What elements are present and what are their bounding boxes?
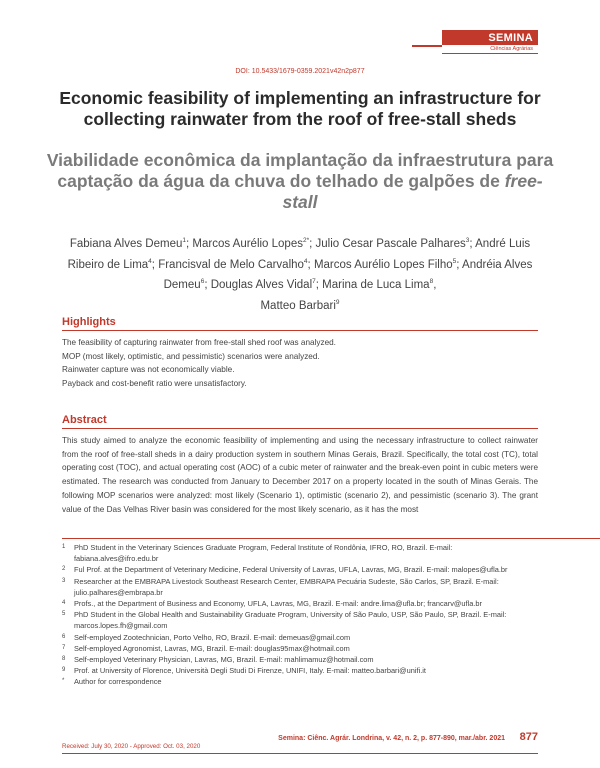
received-date: Received: July 30, 2020 - Approved: Oct. 03, 2020 xyxy=(62,743,201,750)
highlights-list xyxy=(62,336,538,391)
journal-name: SEMINA xyxy=(442,30,538,45)
author: Matteo Barbari$^9$ xyxy=(260,299,340,313)
footnote: 2 Ful Prof. at the Department of Veterinary Medicine, Federal University of Lavras, UFLA, Lavras, MG, Brazil. E-mail: malopes@ufla.br xyxy=(62,565,508,575)
footnote-divider xyxy=(62,538,600,539)
author: André Luis Ribeiro de Lima$^4$; xyxy=(67,237,531,271)
abstract-heading: Abstract xyxy=(62,414,538,429)
highlights-heading: Highlights xyxy=(62,316,538,331)
footnote: 3 Researcher at the EMBRAPA Livestock Southeast Research Center, EMBRAPA Pecuária Sudeste, São Carlos, SP, Brazil. E-mail: julio.palhares@embrapa.br xyxy=(62,576,499,597)
footnote: 7 Self-employed Agronomist, Lavras, MG, Brazil. E-mail: douglas95max@hotmail.com xyxy=(62,643,350,653)
title-portuguese-main: Viabilidade econômica da implantação da infraestrutura para captação da água da chuva do telhado de galpões de xyxy=(46,150,554,191)
footnote: * Author for correspondence xyxy=(62,677,162,687)
highlight-item: Rainwater capture was not economically viable. xyxy=(62,365,235,375)
author: Andréia Alves Demeu$^6$; xyxy=(163,258,533,292)
author: Marcos Aurélio Lopes$^{2*}$; xyxy=(192,237,316,250)
author: Julio Cesar Pascale Palhares$^3$; xyxy=(315,237,476,250)
highlight-item: The feasibility of capturing rainwater from free-stall shed roof was analyzed. xyxy=(62,338,336,347)
footnote: 9 Prof. at University of Florence, Università Degli Studi Di Firenze, UNIFI, Italy. E-mail: matteo.barbari@unifi.it xyxy=(62,666,426,676)
title-portuguese xyxy=(40,150,560,213)
footnote: 4 Profs., at the Department of Business and Economy, UFLA, Lavras, MG, Brazil. E-mail: andre.lima@ufla.br; francarv@ufla.br xyxy=(62,599,482,609)
author: Fabiana Alves Demeu$^1$; xyxy=(69,237,193,250)
abstract-text: This study aimed to analyze the economic feasibility of implementing and using the necessary infrastructure to collect rainwater from the roof of free-stall sheds in a dairy production system in southern Minas Gerais, Brazil. Specifically, the total cost (TC), total operating cost (TOC), and actual operating cost (AOC) of a cubic meter of rainwater and the break-even point in cubic meters were estimated. The research was conducted from January to December 2017 on a property located in the south of Minas Gerais. The following MOP scenarios were analyzed: most likely (Scenario 1), optimistic (scenario 2), and pessimistic (scenario 3). The grant value of the Das Velhas River basin was considered for the most likely scenario, as it has the most xyxy=(62,436,538,514)
journal-subtitle: Ciências Agrárias xyxy=(442,45,538,54)
footer-divider xyxy=(62,753,538,754)
author: Douglas Alves Vidal$^7$; xyxy=(210,278,323,292)
author: Marina de Luca Lima$^8$, xyxy=(322,278,437,292)
journal-badge xyxy=(442,30,538,54)
author: Francisval de Melo Carvalho$^4$; xyxy=(158,257,314,271)
author-list xyxy=(58,232,542,315)
title-portuguese-italic: free-stall xyxy=(282,171,543,212)
footnote: 5 PhD Student in the Global Health and Sustainability Graduate Program, University of São Paulo, USP, São Paulo, SP, Brazil. E-mail: marcos.lopes.fh@gmail.com xyxy=(62,610,507,631)
citation: Semina: Ciênc. Agrár. Londrina, v. 42, n. 2, p. 877-890, mar./abr. 2021 xyxy=(278,735,505,742)
footnote: 8 Self-employed Veterinary Physician, Lavras, MG, Brazil. E-mail: mahlimamuz@hotmail.com xyxy=(62,655,374,665)
highlight-item: MOP (most likely, optimistic, and pessimistic) scenarios were analyzed. xyxy=(62,351,320,361)
doi-link[interactable]: DOI: 10.5433/1679-0359.2021v42n2p877 xyxy=(235,68,365,75)
footnote: 1 PhD Student in the Veterinary Sciences Graduate Program, Federal Institute of Rondônia, IFRO, RO, Brazil. E-mail: fabiana.alves@ifro.edu.br xyxy=(62,543,453,564)
footnote-list xyxy=(62,542,538,688)
author: Marcos Aurélio Lopes Filho$^5$; xyxy=(313,257,463,271)
badge-rule xyxy=(412,45,442,47)
highlight-item: Payback and cost-benefit ratio were unsatisfactory. xyxy=(62,379,247,389)
footnote: 6 Self-employed Zootechnician, Porto Velho, RO, Brazil. E-mail: demeuas@gmail.com xyxy=(62,632,351,642)
page-number: 877 xyxy=(519,731,538,743)
title-english: Economic feasibility of implementing an infrastructure for collecting rainwater from the roof of free-stall sheds xyxy=(59,88,541,129)
